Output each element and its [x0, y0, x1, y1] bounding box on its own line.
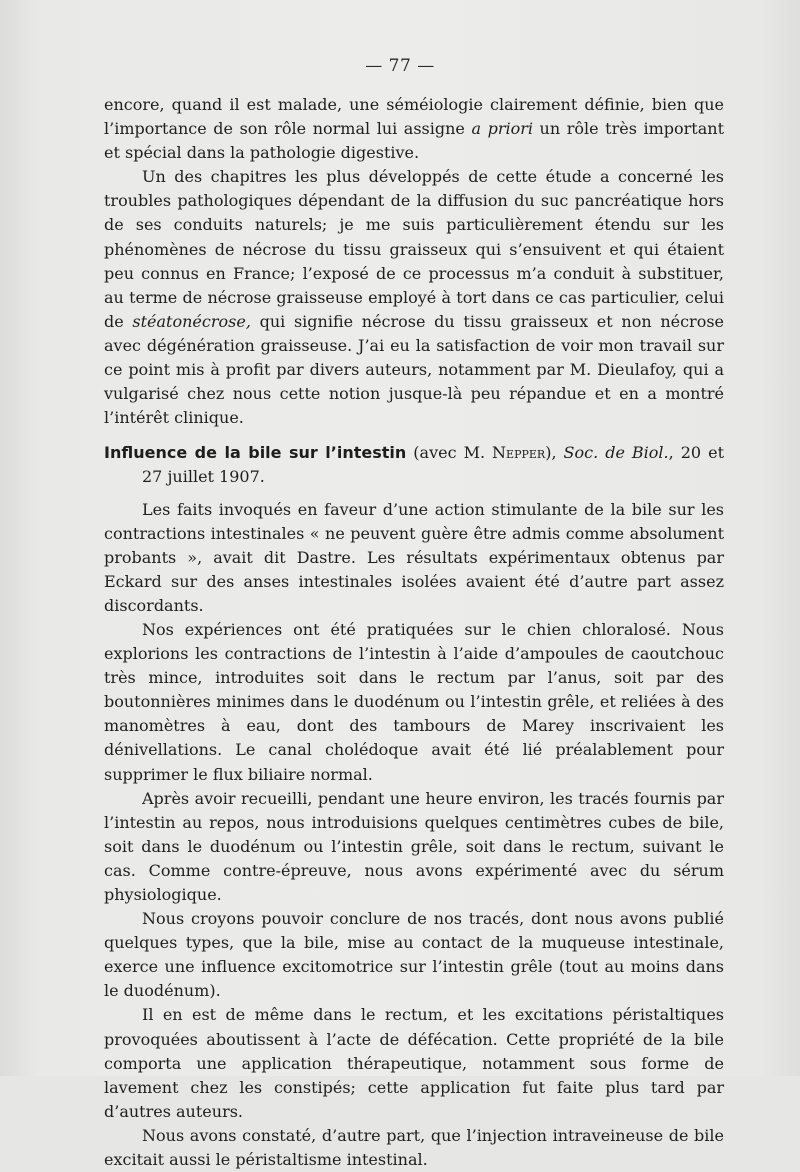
page-text	[104, 93, 724, 1172]
paragraph-text: qui signifie nécrose du tissu graisseux et non nécrose avec dégénération graisseuse. J’ai eu la satisfaction de voir mon travail sur ce point mis à profit par divers auteurs, notamment par M. Dieulafoy, qui a vulgarisé chez nous cette notion jusque-là peu répandue et en a montré l’intérêt clinique.	[104, 311, 725, 428]
paragraph-continuation	[104, 93, 724, 165]
paragraph-injection: Nous avons constaté, d’autre part, que l’injection intraveineuse de bile excitait aussi le péristaltisme intestinal.	[104, 1125, 724, 1170]
paragraph-methode: Après avoir recueilli, pendant une heure environ, les tracés fournis par l’intestin au repos, nous introduisions quelques centimètres cubes de bile, soit dans le duodénum ou l’intestin grêle, soit dans le rectum, suivant le cas. Comme contre-épreuve, nous avons expérimenté avec du sérum physiologique.	[104, 788, 724, 904]
paragraph-rectum: Il en est de même dans le rectum, et les excitations péristaltiques provoquées aboutissent à l’acte de défécation. Cette propriété de la bile comporta une application thérapeutique, notamment sous forme de lavement chez les constipés; cette application fut faite plus tard par d’autres auteurs.	[104, 1005, 724, 1121]
paragraph-stéatonécrose	[104, 165, 724, 430]
page-number: — 77 —	[365, 56, 435, 76]
paragraph-faits: Les faits invoqués en faveur d’une action stimulante de la bile sur les contractions intestinales « ne peuvent guère être admis comme absolument probants », avait dit Dastre. Les résultats expérimentaux obtenus par Eckard sur des anses intestinales isolées avaient été d’autre part assez discordants.	[104, 499, 724, 615]
coauthor-prefix: (avec M.	[406, 443, 493, 463]
italic-term: a priori	[471, 119, 533, 139]
publication-title: Influence de la bile sur l’intestin	[104, 443, 407, 463]
paragraph-text: Un des chapitres les plus développés de cette étude a concerné les troubles pathologiques dépendant de la diffusion du suc pancréatique hors de ses conduits naturels; je me suis particulièrement étendu sur les phénomènes de nécrose du tissu graisseux qui s’ensuivent et qui étaient peu connus en France; l’exposé de ce processus m’a conduit à substituer, au terme de nécrose graisseuse employé à tort dans ce cas particulier, celui de	[104, 167, 724, 331]
coauthor-name: Nepper	[492, 443, 546, 463]
journal-name: Soc. de Biol.	[563, 443, 669, 463]
paragraph-text: un rôle très important et spécial dans la pathologie digestive.	[104, 119, 725, 163]
publication-heading	[104, 441, 724, 489]
paragraph-text: encore, quand il est malade, une séméiologie clairement définie, bien que l’importance de son rôle normal lui assigne	[104, 95, 724, 139]
paragraph-experiences: Nos expériences ont été pratiquées sur le chien chloralosé. Nous explorions les contractions de l’intestin à l’aide d’ampoules de caoutchouc très mince, introduites soit dans le rectum par l’anus, soit par des boutonnières minimes dans le duodénum ou l’intestin grêle, et reliées à des manomètres à eau, dont des tambours de Marey inscrivaient les dénivellations. Le canal cholédoque avait été lié préalablement pour supprimer le flux biliaire normal.	[104, 619, 724, 784]
publication-date: , 20 et 27 juillet 1907.	[142, 443, 725, 487]
italic-term: stéatonécrose,	[132, 311, 251, 331]
paragraph-conclusion: Nous croyons pouvoir conclure de nos tracés, dont nous avons publié quelques types, que la bile, mise au contact de la muqueuse intestinale, exerce une influence excitomotrice sur l’intestin grêle (tout au moins dans le duodénum).	[104, 909, 724, 1001]
coauthor-suffix: ),	[545, 443, 564, 463]
